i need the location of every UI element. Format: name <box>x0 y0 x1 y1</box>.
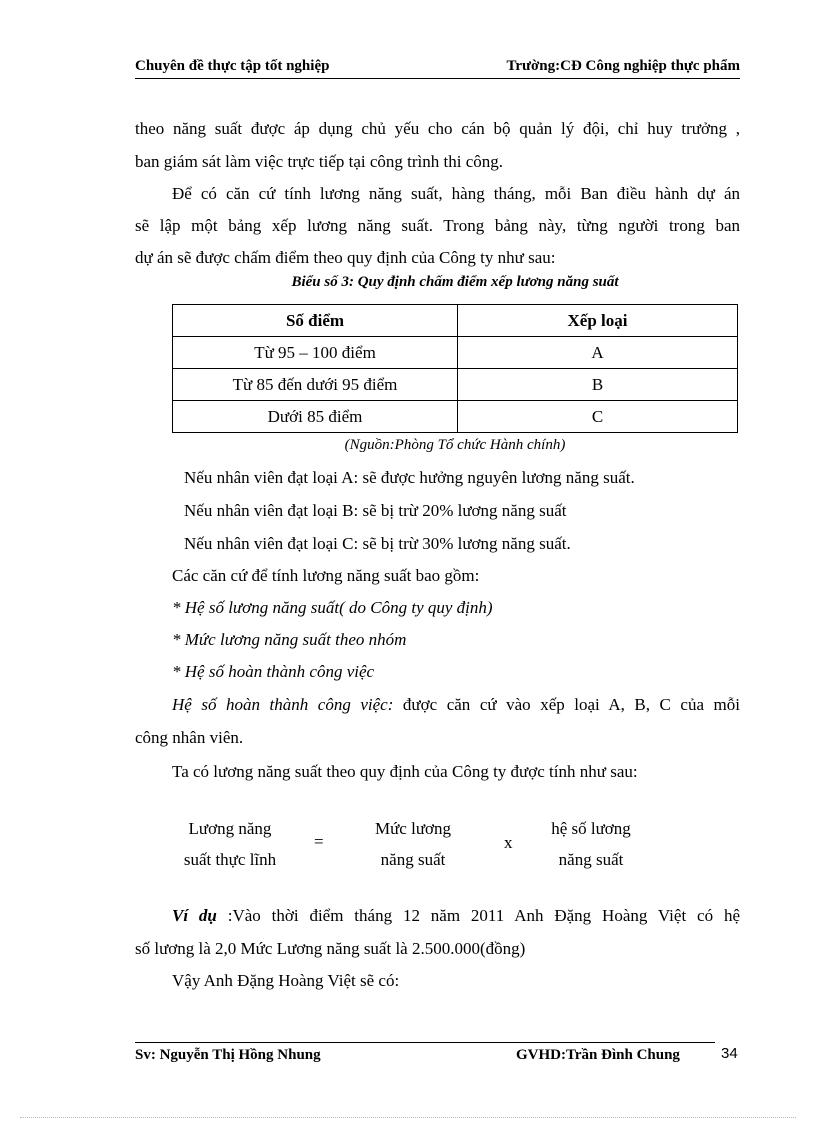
column-header-score: Số điểm <box>173 305 458 337</box>
table-header-row <box>173 305 738 337</box>
formula-equals: = <box>314 832 324 851</box>
paragraph-2-line-1: Để có căn cứ tính lương năng suất, hàng tháng, mỗi Ban điều hành dự án <box>172 184 740 203</box>
base-item-2: * Mức lương năng suất theo nhóm <box>172 630 407 649</box>
table-row <box>173 337 738 369</box>
example-conclusion: Vậy Anh Đặng Hoàng Việt sẽ có: <box>172 971 400 990</box>
rule-a: Nếu nhân viên đạt loại A: sẽ được hưởng nguyên lương năng suất. <box>184 468 635 487</box>
example-line-1 <box>172 899 740 932</box>
paragraph-2-line-3: dự án sẽ được chấm điểm theo quy định của Công ty như sau: <box>135 248 556 267</box>
formula-lhs-line-1: Lương năng <box>188 819 272 838</box>
table-source: (Nguồn:Phòng Tổ chức Hành chính) <box>344 437 566 453</box>
example-line-2: số lương là 2,0 Mức Lương năng suất là 2.500.000(đồng) <box>135 939 526 958</box>
completion-term: Hệ số hoàn thành công việc: <box>172 695 394 714</box>
formula-term-1-line-1: Mức lương <box>374 819 452 838</box>
formula-term-2 <box>528 813 654 875</box>
header-right: Trường:CĐ Công nghiệp thực phẩm <box>506 58 740 74</box>
formula-lhs <box>165 813 295 875</box>
cell-grade: A <box>458 337 738 369</box>
cell-score: Từ 85 đến dưới 95 điểm <box>173 369 458 401</box>
formula-term-1-line-2: năng suất <box>380 850 446 869</box>
paragraph-1-line-1: theo năng suất được áp dụng chủ yếu cho cán bộ quản lý đội, chỉ huy trưởng , <box>135 119 740 138</box>
rule-c: Nếu nhân viên đạt loại C: sẽ bị trừ 30% lương năng suất. <box>184 534 571 553</box>
paragraph-2-line-2: sẽ lập một bảng xếp lương năng suất. Trong bảng này, từng người trong ban <box>135 216 740 235</box>
example-label: Ví dụ <box>172 906 217 925</box>
base-item-1: * Hệ số lương năng suất( do Công ty quy định) <box>172 598 493 617</box>
completion-line-2: công nhân viên. <box>135 728 244 747</box>
grading-table <box>172 304 738 433</box>
formula-term-2-line-1: hệ số lương <box>551 819 631 838</box>
footer-student: Sv: Nguyễn Thị Hồng Nhung <box>135 1047 321 1063</box>
table-caption: Biểu số 3: Quy định chấm điểm xếp lương năng suất <box>291 274 619 290</box>
table-row <box>173 369 738 401</box>
completion-line-1 <box>172 688 740 721</box>
header-left: Chuyên đề thực tập tốt nghiệp <box>135 58 330 74</box>
example-text: :Vào thời điểm tháng 12 năm 2011 Anh Đặng Hoàng Việt có hệ <box>216 906 740 925</box>
formula-term-1 <box>350 813 476 875</box>
paragraph-1-line-2: ban giám sát làm việc trực tiếp tại công trình thi công. <box>135 152 503 171</box>
cell-score: Dưới 85 điểm <box>173 401 458 433</box>
formula-term-2-line-2: năng suất <box>558 850 624 869</box>
cell-grade: C <box>458 401 738 433</box>
footer-advisor: GVHD:Trần Đình Chung <box>516 1047 680 1063</box>
cell-score: Từ 95 – 100 điểm <box>173 337 458 369</box>
rule-b: Nếu nhân viên đạt loại B: sẽ bị trừ 20% lương năng suất <box>184 501 567 520</box>
table-row <box>173 401 738 433</box>
page-bottom-border <box>20 1117 796 1118</box>
bases-intro: Các căn cứ để tính lương năng suất bao gồm: <box>172 566 480 585</box>
page-header <box>135 58 740 79</box>
base-item-3: * Hệ số hoàn thành công việc <box>172 662 375 681</box>
page-number: 34 <box>721 1045 738 1062</box>
formula-times: x <box>504 833 513 852</box>
column-header-grade: Xếp loại <box>458 305 738 337</box>
formula-intro: Ta có lương năng suất theo quy định của Công ty được tính như sau: <box>172 762 638 781</box>
cell-grade: B <box>458 369 738 401</box>
completion-text: được căn cứ vào xếp loại A, B, C của mỗi <box>393 695 740 714</box>
footer-rule <box>135 1042 715 1043</box>
formula-lhs-line-2: suất thực lĩnh <box>183 850 277 869</box>
